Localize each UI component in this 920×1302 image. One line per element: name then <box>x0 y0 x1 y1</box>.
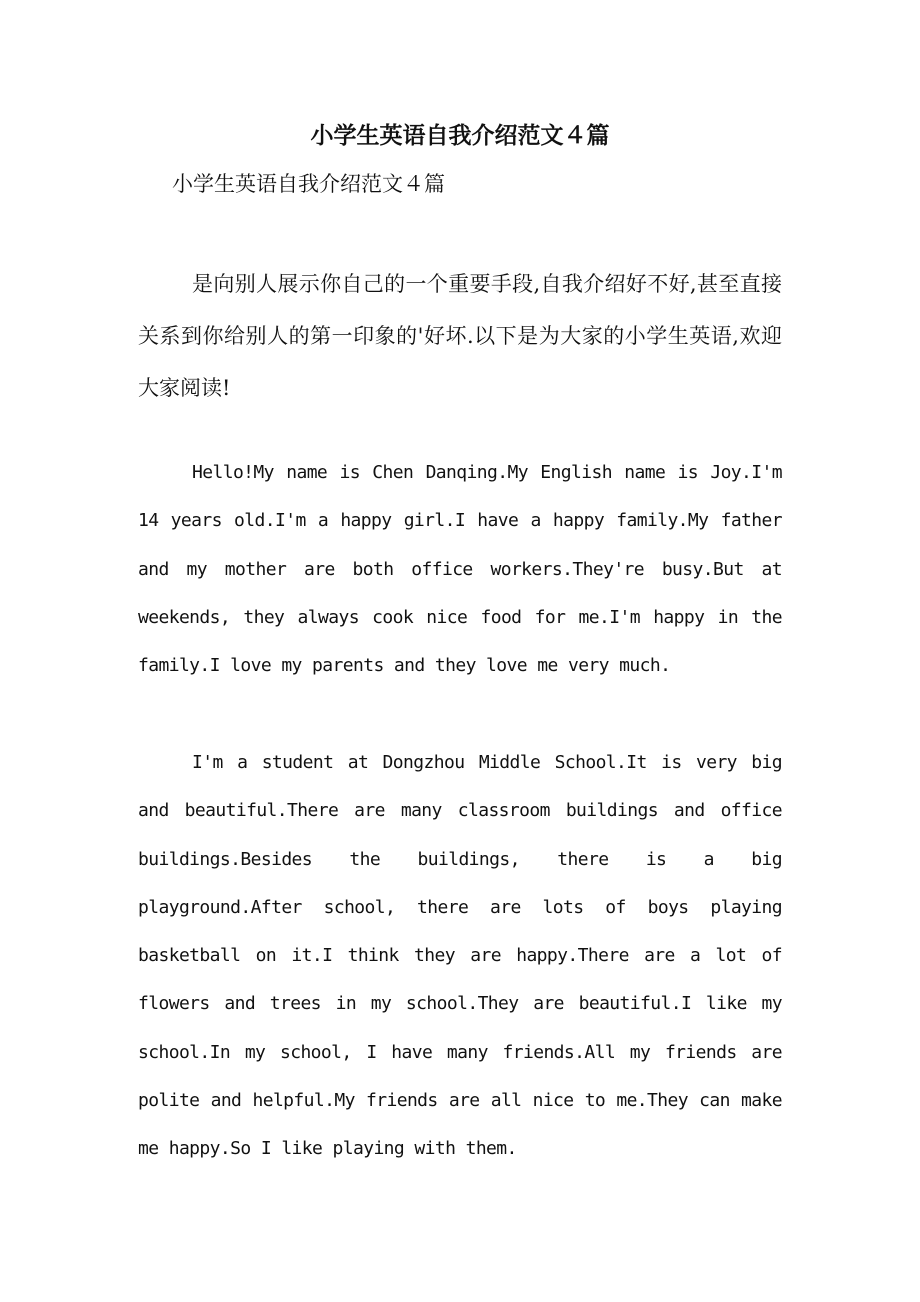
page-subtitle: 小学生英语自我介绍范文４篇 <box>172 172 445 196</box>
body-paragraph-family: Hello!My name is Chen Danqing.My English name is Joy.I'm 14 years old.I'm a happy girl.I have a happy family.My father and my mother are both office workers.They're busy.But at weekends, they always cook nice food for me.I'm happy in the family.I love my parents and they love me very much. <box>138 462 782 677</box>
intro-paragraph: 是向别人展示你自己的一个重要手段,自我介绍好不好,甚至直接关系到你给别人的第一印象的'好坏.以下是为大家的小学生英语,欢迎大家阅读! <box>138 272 782 400</box>
page-title: 小学生英语自我介绍范文４篇 <box>310 122 610 149</box>
body-paragraph-school: I'm a student at Dongzhou Middle School.It is very big and beautiful.There are many classroom buildings and office buildings.Besides the buildings, there is a big playground.After school, there are lots of boys playing basketball on it.I think they are happy.There are a lot of flowers and trees in my school.They are beautiful.I like my school.In my school, I have many friends.All my friends are polite and helpful.My friends are all nice to me.They can make me happy.So I like playing with them. <box>138 752 782 1160</box>
